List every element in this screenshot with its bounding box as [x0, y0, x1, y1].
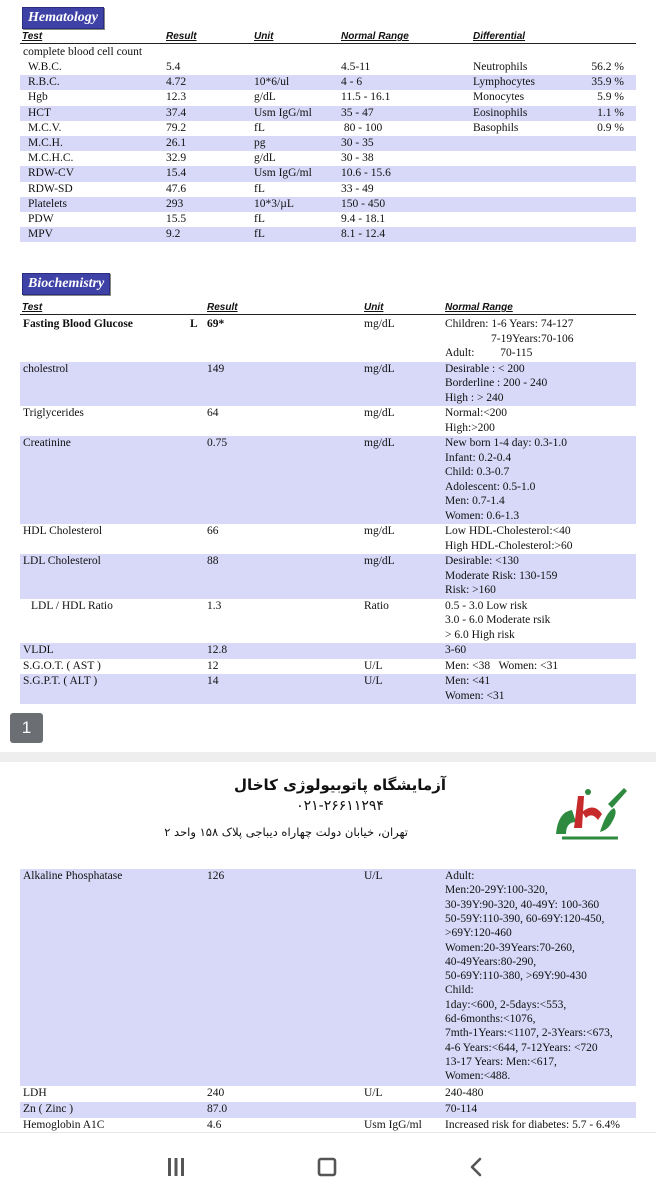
- unit: fL: [254, 121, 265, 134]
- normal-range-line: Low HDL-Cholesterol:<40: [445, 525, 571, 537]
- normal-range-line: 13-17 Years: Men:<617,: [445, 1055, 557, 1068]
- hema-row: [20, 75, 636, 90]
- result-value: 1.3: [207, 599, 222, 612]
- normal-range-line: Increased risk for diabetes: 5.7 - 6.4%: [445, 1119, 620, 1132]
- bio-header-rule: [20, 314, 636, 315]
- result-value: 88: [207, 555, 219, 567]
- result-value: 12: [207, 659, 219, 672]
- normal-range-line: Child: 0.3-0.7: [445, 466, 510, 478]
- result-value: 79.2: [166, 121, 187, 134]
- test-name: RDW-SD: [28, 182, 73, 195]
- normal-range: 11.5 - 16.1: [341, 91, 391, 104]
- lab-header: [234, 776, 446, 814]
- unit: Usm IgG/ml: [254, 106, 312, 119]
- unit: g/dL: [254, 91, 276, 104]
- normal-range: 30 - 38: [341, 152, 374, 165]
- normal-range-line: Children: 1-6 Years: 74-127: [445, 318, 574, 330]
- normal-range-line: 40-49Years:80-290,: [445, 955, 537, 968]
- result-value: 240: [207, 1086, 225, 1099]
- test-name: Fasting Blood Glucose: [23, 318, 133, 330]
- test-name: M.C.H.C.: [28, 152, 74, 165]
- hema-row: [20, 166, 636, 181]
- result-value: 37.4: [166, 106, 187, 119]
- unit: U/L: [364, 870, 383, 882]
- normal-range: 35 - 47: [341, 106, 374, 119]
- bio-row: [20, 362, 636, 407]
- hema-header-range: Normal Range: [341, 31, 409, 42]
- normal-range-line: 3-60: [445, 644, 467, 656]
- result-value: 66: [207, 525, 219, 537]
- hematology-title: Hematology: [22, 7, 104, 29]
- hema-row: [20, 212, 636, 227]
- normal-range-line: 7mth-1Years:<1107, 2-3Years:<673,: [445, 1027, 613, 1040]
- unit: Usm IgG/ml: [254, 167, 312, 180]
- normal-range-line: Normal:<200: [445, 407, 508, 419]
- hema-row: [20, 60, 636, 75]
- result-value: 32.9: [166, 152, 187, 165]
- normal-range-line: 7-19Years:70-106: [445, 332, 574, 345]
- hema-header-differential: Differential: [473, 31, 526, 42]
- unit: pg: [254, 137, 266, 149]
- test-name: LDL / HDL Ratio: [31, 599, 113, 612]
- bio-row: [20, 659, 636, 675]
- normal-range-line: Men: <38 Women: <31: [445, 659, 559, 672]
- hema-header-rule: [20, 43, 636, 44]
- result-value: 9.2: [166, 228, 181, 241]
- test-name: Platelets: [28, 197, 67, 210]
- bio-row: [20, 643, 636, 659]
- report-page-2: [0, 762, 656, 1132]
- bio-row: [20, 599, 636, 644]
- unit: mg/dL: [364, 525, 395, 537]
- bio-header-result: Result: [207, 302, 238, 313]
- unit: fL: [254, 182, 265, 195]
- normal-range-line: New born 1-4 day: 0.3-1.0: [445, 437, 568, 449]
- test-name: Hemoglobin A1C: [23, 1119, 105, 1132]
- normal-range-line: Men: 0.7-1.4: [445, 495, 505, 507]
- result-value: 47.6: [166, 182, 187, 195]
- differential-name: Neutrophils: [473, 61, 528, 73]
- hema-row: [20, 182, 636, 197]
- result-value: 69*: [207, 318, 225, 330]
- test-name: Creatinine: [23, 437, 71, 449]
- result-value: 126: [207, 870, 225, 882]
- unit: mg/dL: [364, 437, 395, 449]
- unit: mg/dL: [364, 555, 395, 567]
- hema-header-test: Test: [22, 31, 43, 42]
- normal-range-line: 4-6 Years:<644, 7-12Years: <720: [445, 1041, 598, 1054]
- bio-row: [20, 436, 636, 524]
- normal-range: 8.1 - 12.4: [341, 228, 386, 241]
- test-name: R.B.C.: [28, 76, 60, 89]
- unit: fL: [254, 213, 265, 225]
- differential-name: Eosinophils: [473, 106, 528, 119]
- unit: mg/dL: [364, 318, 395, 330]
- normal-range-line: Desirable: <130: [445, 555, 519, 567]
- unit: U/L: [364, 659, 383, 672]
- normal-range: 33 - 49: [341, 182, 374, 195]
- lab-logo-icon: [548, 782, 630, 846]
- home-button[interactable]: [305, 1147, 349, 1187]
- normal-range-line: Moderate Risk: 130-159: [445, 569, 558, 582]
- differential-value: 1.1 %: [597, 106, 624, 119]
- normal-range-line: 50-59Y:110-390, 60-69Y:120-450,: [445, 912, 605, 925]
- result-value: 14: [207, 675, 219, 687]
- hema-header-result: Result: [166, 31, 197, 42]
- bio-row: [20, 554, 636, 599]
- page2-row: [20, 1118, 636, 1132]
- result-value: 4.72: [166, 76, 187, 89]
- differential-value: 56.2 %: [591, 61, 624, 73]
- recent-apps-button[interactable]: [154, 1147, 198, 1187]
- normal-range-line: 0.5 - 3.0 Low risk: [445, 599, 528, 612]
- unit: Usm IgG/ml: [364, 1119, 422, 1132]
- normal-range-line: Risk: >160: [445, 584, 496, 596]
- page-number-badge: 1: [10, 713, 43, 743]
- normal-range-line: 30-39Y:90-320, 40-49Y: 100-360: [445, 898, 600, 911]
- bio-row: [20, 317, 636, 362]
- test-name: Hgb: [28, 91, 48, 104]
- test-name: HDL Cholesterol: [23, 525, 103, 537]
- unit: fL: [254, 228, 265, 241]
- unit: 10*6/ul: [254, 76, 290, 89]
- test-name: Triglycerides: [23, 407, 84, 419]
- test-name: M.C.V.: [28, 121, 62, 134]
- test-name: RDW-CV: [28, 167, 74, 180]
- flag: L: [190, 318, 198, 330]
- normal-range-line: Women:20-39Years:70-260,: [445, 941, 575, 954]
- differential-value: 5.9 %: [597, 91, 624, 104]
- biochemistry-title: Biochemistry: [22, 273, 110, 295]
- result-value: 5.4: [166, 61, 181, 73]
- normal-range-line: Borderline : 200 - 240: [445, 377, 548, 389]
- normal-range: 150 - 450: [341, 197, 386, 210]
- normal-range: 4 - 6: [341, 76, 363, 89]
- normal-range-line: 3.0 - 6.0 Moderate rsik: [445, 614, 551, 626]
- hema-row: [20, 151, 636, 166]
- test-name: MPV: [28, 228, 53, 241]
- page2-row: [20, 1102, 636, 1118]
- bio-row: [20, 524, 636, 554]
- normal-range-line: High:>200: [445, 421, 495, 434]
- normal-range-line: Women: 0.6-1.3: [445, 509, 520, 522]
- normal-range-line: Adolescent: 0.5-1.0: [445, 480, 536, 493]
- normal-range-line: > 6.0 High risk: [445, 628, 515, 641]
- normal-range-line: High HDL-Cholesterol:>60: [445, 539, 573, 552]
- normal-range-line: Women:<488.: [445, 1070, 511, 1083]
- result-value: 12.3: [166, 91, 187, 104]
- hema-row: [20, 197, 636, 212]
- test-name: S.G.O.T. ( AST ): [23, 659, 101, 672]
- bio-header-unit: Unit: [364, 302, 384, 313]
- back-button[interactable]: [454, 1147, 498, 1187]
- unit: mg/dL: [364, 407, 395, 419]
- result-value: 64: [207, 407, 219, 419]
- normal-range: 30 - 35: [341, 137, 374, 149]
- normal-range-line: Desirable : < 200: [445, 362, 525, 375]
- normal-range-line: Infant: 0.2-0.4: [445, 451, 512, 464]
- normal-range: 4.5-11: [341, 61, 371, 73]
- differential-name: Lymphocytes: [473, 76, 535, 89]
- result-value: 26.1: [166, 137, 187, 149]
- normal-range: 10.6 - 15.6: [341, 167, 391, 180]
- test-name: Alkaline Phosphatase: [23, 870, 123, 882]
- system-nav-bar: [0, 1132, 656, 1200]
- differential-name: Monocytes: [473, 91, 525, 104]
- test-name: Zn ( Zinc ): [23, 1102, 74, 1115]
- result-value: 293: [166, 197, 184, 210]
- bio-row: [20, 674, 636, 704]
- hema-row: [20, 121, 636, 136]
- differential-value: 35.9 %: [591, 76, 624, 89]
- normal-range-line: 50-69Y:110-380, >69Y:90-430: [445, 970, 587, 983]
- test-name: LDH: [23, 1086, 47, 1099]
- hema-group-label: complete blood cell count: [23, 46, 143, 58]
- page2-row: [20, 869, 636, 1086]
- result-value: 0.75: [207, 437, 228, 449]
- normal-range-line: High : > 240: [445, 391, 504, 404]
- normal-range-line: Women: <31: [445, 689, 505, 702]
- normal-range-line: 240-480: [445, 1086, 484, 1099]
- hema-header-unit: Unit: [254, 31, 274, 42]
- result-value: 4.6: [207, 1119, 222, 1132]
- unit: U/L: [364, 1086, 383, 1099]
- result-value: 15.5: [166, 213, 187, 225]
- normal-range: 9.4 - 18.1: [341, 213, 386, 225]
- lab-address: تهران، خیابان دولت چهاراه دیباجی پلاک ۱۵۸ واحد ۲: [164, 825, 408, 839]
- differential-value: 0.9 %: [597, 121, 624, 134]
- bio-row: [20, 406, 636, 436]
- result-value: 15.4: [166, 167, 187, 180]
- menu-icon: [165, 1156, 187, 1178]
- result-value: 87.0: [207, 1102, 228, 1115]
- test-name: HCT: [28, 106, 51, 119]
- test-name: S.G.P.T. ( ALT ): [23, 675, 98, 687]
- test-name: W.B.C.: [28, 61, 62, 73]
- normal-range-line: Adult:: [445, 870, 475, 882]
- test-name: M.C.H.: [28, 137, 63, 149]
- unit: mg/dL: [364, 362, 395, 375]
- lab-name: آزمایشگاه پاتوبیولوژی کاخال: [234, 776, 446, 794]
- normal-range-line: >69Y:120-460: [445, 927, 512, 940]
- bio-header-test: Test: [22, 302, 43, 313]
- page2-row: [20, 1086, 636, 1102]
- unit: U/L: [364, 675, 383, 687]
- normal-range-line: 70-114: [445, 1102, 478, 1115]
- hema-row: [20, 106, 636, 121]
- differential-name: Basophils: [473, 121, 519, 134]
- normal-range-line: 1day:<600, 2-5days:<553,: [445, 998, 567, 1011]
- test-name: VLDL: [23, 644, 54, 656]
- bio-header-range: Normal Range: [445, 302, 513, 313]
- test-name: LDL Cholesterol: [23, 555, 101, 567]
- normal-range-line: Adult: 70-115: [445, 347, 533, 359]
- back-icon: [465, 1156, 487, 1178]
- normal-range-line: Men:20-29Y:100-320,: [445, 884, 548, 897]
- result-value: 149: [207, 362, 225, 375]
- page-divider: [0, 752, 656, 762]
- normal-range-line: Men: <41: [445, 675, 491, 687]
- unit: g/dL: [254, 152, 276, 165]
- hema-row: [20, 136, 636, 151]
- test-name: PDW: [28, 213, 54, 225]
- normal-range: 80 - 100: [341, 121, 383, 134]
- hema-row: [20, 227, 636, 242]
- normal-range-line: Child:: [445, 984, 474, 997]
- normal-range-line: 6d-6months:<1076,: [445, 1013, 536, 1025]
- unit: 10*3/µL: [254, 197, 294, 210]
- lab-phone: ۰۲۱-۲۶۶۱۱۲۹۴: [296, 798, 384, 814]
- home-icon: [316, 1156, 338, 1178]
- hema-row: [20, 90, 636, 105]
- test-name: cholestrol: [23, 362, 69, 375]
- unit: Ratio: [364, 599, 389, 612]
- result-value: 12.8: [207, 644, 228, 656]
